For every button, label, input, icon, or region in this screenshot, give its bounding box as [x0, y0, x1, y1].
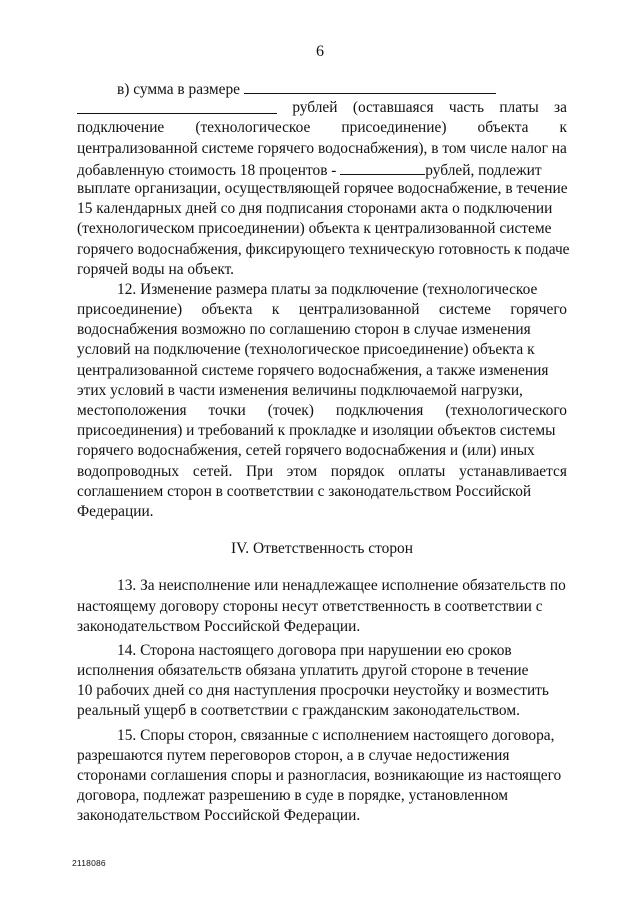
clause-14: [77, 641, 567, 722]
clause-15-line-2: разрешаются путем переговоров сторон, а в случае недостижения: [77, 746, 510, 764]
clause-12-line-3: водоснабжения возможно по соглашению сторон в случае изменения: [77, 321, 531, 339]
word: подключения: [335, 402, 424, 419]
word: При: [246, 462, 274, 480]
clause-12-line-5: централизованной системе горячего водоснабжения, а также изменения: [77, 361, 549, 379]
clause-v-line-2: [77, 98, 567, 118]
word: объекта: [477, 119, 529, 137]
word: системе: [438, 301, 491, 319]
clause-v-line-5: [77, 159, 567, 179]
clause-v-line-4: централизованной системе горячего водоснабжения), в том числе налог на: [77, 139, 567, 157]
clause-13-line-2: настоящему договору стороны несут ответственность в соответствии с: [77, 597, 543, 615]
amount-blank-field: [244, 78, 496, 94]
clause-15-line-4: договора, подлежат разрешению в суде в порядке, установленном: [77, 787, 508, 805]
word: рублей: [292, 99, 338, 117]
clause-v-line-8: (технологическом присоединении) объекта к централизованной системе: [77, 220, 552, 238]
clause-12-line-12: Федерации.: [77, 502, 154, 520]
word: (оставшаяся: [352, 99, 434, 117]
word: этом: [286, 462, 318, 480]
clause-v-line-1: [77, 78, 567, 98]
clause-15-line-5: законодательством Российской Федерации.: [77, 807, 361, 825]
clause-12-line-7: [77, 401, 567, 421]
clause-12-line-6: этих условий в части изменения величины подключаемой нагрузки,: [77, 381, 523, 399]
clause-15-line-3: сторонами соглашения споры и разногласия, возникающие из настоящего: [77, 767, 562, 784]
word: подключение: [77, 119, 165, 137]
vat-text-tail: рублей, подлежит: [425, 161, 542, 179]
clause-v-line-7: 15 календарных дней со дня подписания сторонами акта о подключении: [77, 200, 553, 218]
word: точки: [208, 402, 246, 419]
section-heading: IV. Ответственность сторон: [231, 540, 413, 558]
word: за: [554, 99, 567, 117]
vat-text: добавленную стоимость 18 процентов -: [77, 161, 337, 179]
word: (точек): [267, 402, 314, 419]
clause-14-line-1: 14. Сторона настоящего договора при нарушении ею сроков: [117, 641, 512, 659]
word: часть: [448, 99, 484, 117]
clause-13-line-3: законодательством Российской Федерации.: [77, 617, 361, 635]
clause-v-line-3: [77, 118, 567, 138]
word: устанавливается: [459, 462, 567, 480]
vat-blank-field: [340, 159, 425, 175]
word: местоположения: [77, 402, 187, 419]
clause-v-line-6: выплате организации, осуществляющей горячее водоснабжение, в течение: [77, 179, 568, 197]
word: (технологического: [445, 402, 567, 419]
clause-13: [77, 576, 567, 637]
word: оплаты: [398, 462, 446, 480]
clause-v-line-10: горячей воды на объект.: [77, 260, 235, 278]
page-number: 6: [316, 43, 324, 60]
word: горячего: [510, 301, 567, 319]
clause-v: [77, 78, 570, 280]
word: централизованной: [298, 301, 420, 319]
word: сетей.: [192, 462, 233, 480]
clause-12: [77, 280, 567, 522]
word: объекта: [201, 301, 253, 319]
document-body: [77, 78, 570, 827]
clause-12-line-9: горячего водоснабжения, сетей горячего водоснабжения и (или) иных: [77, 442, 535, 460]
clause-14-line-3: 10 рабочих дней со дня наступления просрочки неустойку и возместить: [77, 682, 549, 700]
document-code: 2118086: [72, 858, 106, 868]
word: присоединение): [77, 301, 183, 319]
amount-label: в) сумма в размере: [117, 81, 241, 98]
amount-blank-field-continued: [77, 98, 277, 114]
word: платы: [499, 99, 539, 117]
clause-14-line-4: реальный ущерб в соответствии с гражданским законодательством.: [77, 702, 520, 720]
clause-v-line-9: горячего водоснабжения, фиксирующего техническую готовность к подаче: [77, 240, 570, 258]
clause-12-line-11: соглашением сторон в соответствии с законодательством Российской: [77, 482, 532, 500]
word: присоединение): [341, 119, 447, 137]
word: порядок: [330, 462, 385, 480]
clause-15-line-1: 15. Споры сторон, связанные с исполнением настоящего договора,: [117, 726, 555, 744]
clause-12-line-1: 12. Изменение размера платы за подключение (технологическое: [117, 280, 538, 298]
clause-12-line-2: [77, 300, 567, 320]
word: к: [271, 301, 280, 319]
clause-15: [77, 726, 567, 827]
word: (технологическое: [195, 119, 311, 137]
clause-12-line-4: условий на подключение (технологическое присоединение) объекта к: [77, 341, 535, 359]
clause-14-line-2: исполнения обязательств обязана уплатить другой стороне в течение: [77, 662, 529, 680]
word: к: [559, 119, 567, 137]
clause-12-line-8: присоединения) и требований к прокладке и изоляции объектов системы: [77, 422, 556, 440]
word: водопроводных: [77, 462, 180, 480]
clause-12-line-10: [77, 462, 567, 482]
clause-13-line-1: 13. За неисполнение или ненадлежащее исполнение обязательств по: [117, 577, 566, 595]
